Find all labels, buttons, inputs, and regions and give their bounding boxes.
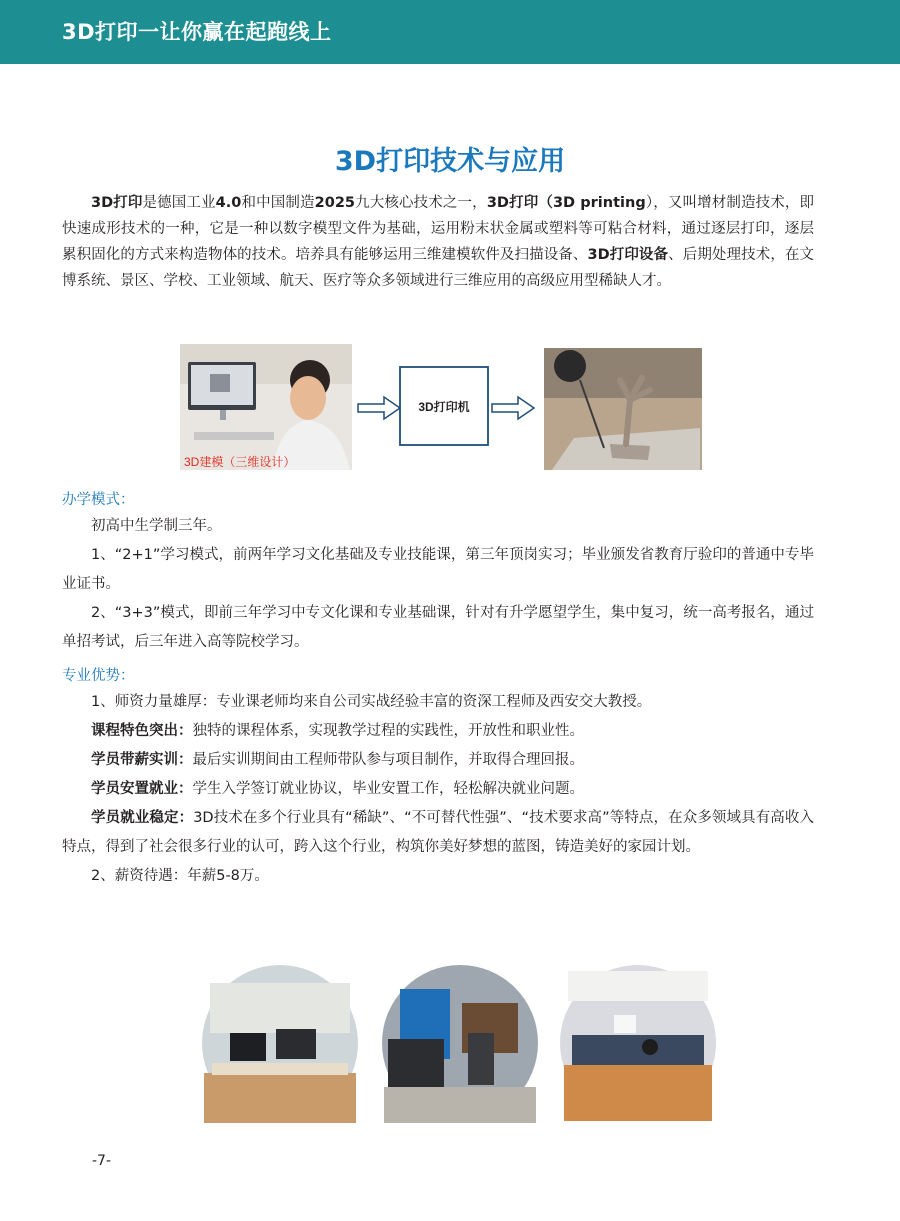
intro-run: 4.0 bbox=[215, 195, 242, 211]
arrow-icon bbox=[358, 397, 400, 419]
school-mode-paragraph: 初高中生学制三年。 bbox=[91, 518, 222, 534]
intro-run: 3D打印 bbox=[91, 195, 143, 211]
school-mode-paragraph: 2、“3+3”模式，即前三年学习中专文化课和专业基础课，针对有升学愿望学生，集中复习，统一高考报名，通过单招考试，后三年进入高等院校学习。 bbox=[62, 605, 814, 650]
header-bar bbox=[0, 0, 900, 64]
section-heading-school-mode: 办学模式： bbox=[62, 492, 135, 508]
advantages-paragraph bbox=[62, 746, 814, 775]
advantages-paragraph bbox=[62, 717, 814, 746]
header-title: 3D打印一让你赢在起跑线上 bbox=[62, 20, 332, 44]
school-mode-body bbox=[62, 512, 814, 657]
advantages-body bbox=[62, 688, 814, 891]
advantages-paragraph bbox=[62, 775, 814, 804]
advantage-text: 学生入学签订就业协议，毕业安置工作，轻松解决就业问题。 bbox=[192, 781, 584, 797]
process-diagram bbox=[180, 340, 710, 475]
advantages-paragraph: 1、师资力量雄厚：专业课老师均来自公司实战经验丰富的资深工程师及西安交大教授。 bbox=[91, 694, 652, 710]
page-number: -7- bbox=[92, 1153, 112, 1169]
section-heading-advantages: 专业优势： bbox=[62, 668, 135, 684]
printer-box-label: 3D打印机 bbox=[418, 400, 470, 414]
intro-run: 、后期处理技术，在文博系统、景区、学校、工业领域、航天、医疗等众多领域进行三维应用的高级应用型稀缺人才。 bbox=[62, 247, 815, 289]
advantage-text: 最后实训期间由工程师带队参与项目制作，并取得合理回报。 bbox=[192, 752, 584, 768]
advantage-label: 课程特色突出： bbox=[91, 723, 193, 739]
school-mode-paragraph: 1、“2+1”学习模式，前两年学习文化基础及专业技能课，第三年顶岗实习；毕业颁发省教育厅验印的普通中专毕业证书。 bbox=[62, 547, 814, 592]
classroom-photo-3 bbox=[560, 965, 716, 1121]
intro-run: 九大核心技术之一， bbox=[355, 195, 487, 211]
classroom-photo-1 bbox=[202, 965, 358, 1123]
classroom-photo-2 bbox=[382, 965, 538, 1123]
advantages-paragraph bbox=[62, 804, 814, 862]
page-title: 3D打印技术与应用 bbox=[334, 146, 566, 177]
left-caption: 3D建模（三维设计） bbox=[184, 455, 296, 469]
advantages-paragraph: 2、薪资待遇：年薪5-8万。 bbox=[91, 868, 269, 884]
intro-run: 和中国制造 bbox=[241, 195, 315, 211]
modeling-photo bbox=[180, 344, 352, 470]
advantage-text: 3D技术在多个行业具有“稀缺”、“不可替代性强”、“技术要求高”等特点，在众多领域具有高收入特点，得到了社会很多行业的认可，跨入这个行业，构筑你美好梦想的蓝图，铸造美好的家园计划。 bbox=[62, 810, 815, 855]
intro-run: 3D printing bbox=[552, 195, 646, 211]
intro-run: 3D打印设备 bbox=[587, 247, 669, 263]
intro-run: 是德国工业 bbox=[142, 195, 216, 211]
intro-paragraph bbox=[62, 190, 814, 294]
arrow-icon bbox=[492, 397, 534, 419]
advantage-label: 学员就业稳定： bbox=[91, 810, 194, 826]
advantage-label: 学员安置就业： bbox=[91, 781, 193, 797]
intro-run: 2025 bbox=[314, 195, 355, 211]
classroom-photos bbox=[200, 963, 720, 1123]
advantage-label: 学员带薪实训： bbox=[91, 752, 193, 768]
intro-run: ），又叫增材制造技术，即快速成形技术的一种，它是一种以数字模型文件为基础，运用粉末状金属或塑料等可粘合材料，通过逐层打印，逐层累积固化的方式来构造物体的技术。培养具有能够运用三维建模软件及扫描设备、 bbox=[62, 195, 815, 263]
advantage-text: 独特的课程体系，实现教学过程的实践性，开放性和职业性。 bbox=[192, 723, 584, 739]
intro-run: 3D打印（ bbox=[486, 195, 553, 211]
printed-object-photo bbox=[544, 348, 702, 470]
